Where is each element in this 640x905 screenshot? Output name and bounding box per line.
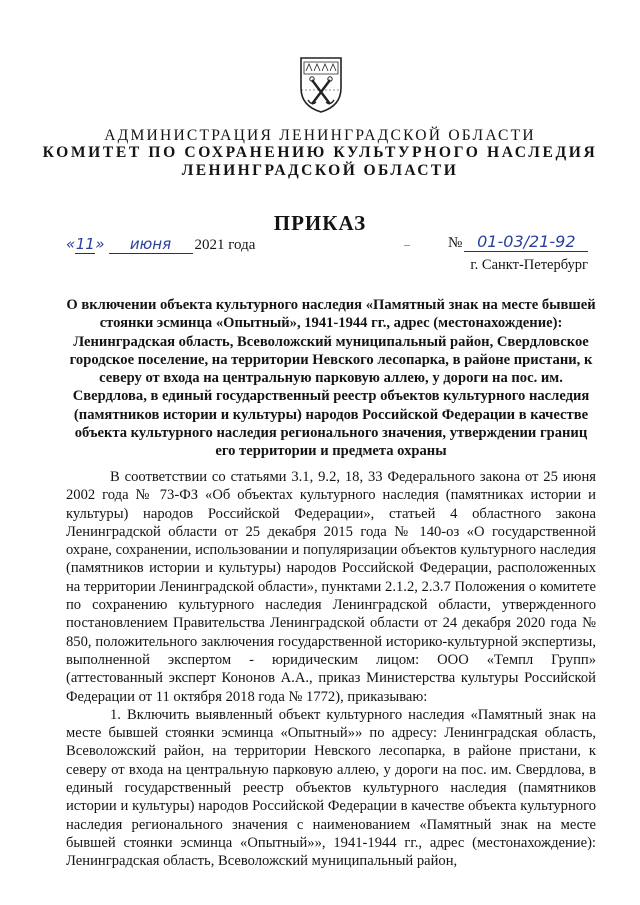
date-close-quote: »	[95, 235, 105, 253]
document-type: ПРИКАЗ	[273, 211, 367, 235]
coat-of-arms-icon	[298, 56, 344, 114]
document-date	[66, 235, 255, 254]
document-number-block	[448, 232, 588, 252]
order-title: О включении объекта культурного наследия «Памятный знак на месте бывшей стоянки эсминца «Опытный», 1941-1944 гг., адрес (местонахождение): Ленинградская область, Всеволожский муниципальный район, Свердловское городское поселение, на территории Невского лесопарка, в районе пристани, к северу от входа на центральную парковую аллею, у дороги на пос. им. Свердлова, в единый государственный реестр объектов культурного наследия (памятников истории и культуры) народов Российской Федерации в качестве объекта культурного наследия регионального значения, утверждении границ его территории и предмета охраны	[66, 297, 596, 460]
org-line-administration: АДМИНИСТРАЦИЯ ЛЕНИНГРАДСКОЙ ОБЛАСТИ	[104, 127, 536, 144]
date-day: 11	[75, 235, 95, 253]
order-body	[66, 468, 596, 871]
date-year: 2021 года	[194, 237, 256, 253]
number-sign: №	[448, 235, 463, 251]
date-open-quote: «	[66, 235, 76, 253]
date-month: июня	[109, 235, 193, 254]
document-number: 01-03/21-92	[464, 232, 588, 252]
document-city: г. Санкт-Петербург	[470, 257, 588, 273]
item-1-paragraph: 1. Включить выявленный объект культурного наследия «Памятный знак на месте бывшей стоянки эсминца «Опытный»» по адресу: Ленинградская область, Всеволожский район, на территории Невского лесопарка, в районе пристани, к северу от входа на центральную парковую аллею, у дороги на пос. им. Свердлова, в единый государственный реестр объектов культурного наследия (памятников истории и культуры) народов Российской Федерации в качестве объекта культурного наследия регионального значения с наименованием «Памятный знак на месте бывшей стоянки эсминца «Опытный»», 1941-1944 гг., адрес (местонахождение): Ленинградская область, Всеволожский муниципальный район,	[66, 706, 596, 870]
org-line-committee: КОМИТЕТ ПО СОХРАНЕНИЮ КУЛЬТУРНОГО НАСЛЕДИЯ	[42, 144, 598, 161]
preamble-paragraph: В соответствии со статьями 3.1, 9.2, 18, 33 Федерального закона от 25 июня 2002 года № 73-ФЗ «Об объектах культурного наследия (памятниках истории и культуры) народов Российской Федерации», статьей 4 областного закона Ленинградской области от 25 декабря 2015 года № 140-оз «О государственной охране, сохранении, использовании и популяризации объектов культурного наследия (памятников истории и культуры) народов Российской Федерации, расположенных на территории Ленинградской области», пунктами 2.1.2, 2.3.7 Положения о комитете по сохранению культурного наследия Ленинградской области, утвержденного постановлением Правительства Ленинградской области от 24 декабря 2020 года № 850, положительного заключения государственной историко-культурной экспертизы, выполненной экспертом - юридическим лицом: ООО «Темпл Групп» (аттестованный эксперт Кононов А.А., приказ Министерства культуры Российской Федерации от 11 октября 2018 года № 1772), приказываю:	[66, 469, 596, 705]
org-line-region: ЛЕНИНГРАДСКОЙ ОБЛАСТИ	[181, 162, 459, 179]
scan-mark	[404, 245, 410, 246]
